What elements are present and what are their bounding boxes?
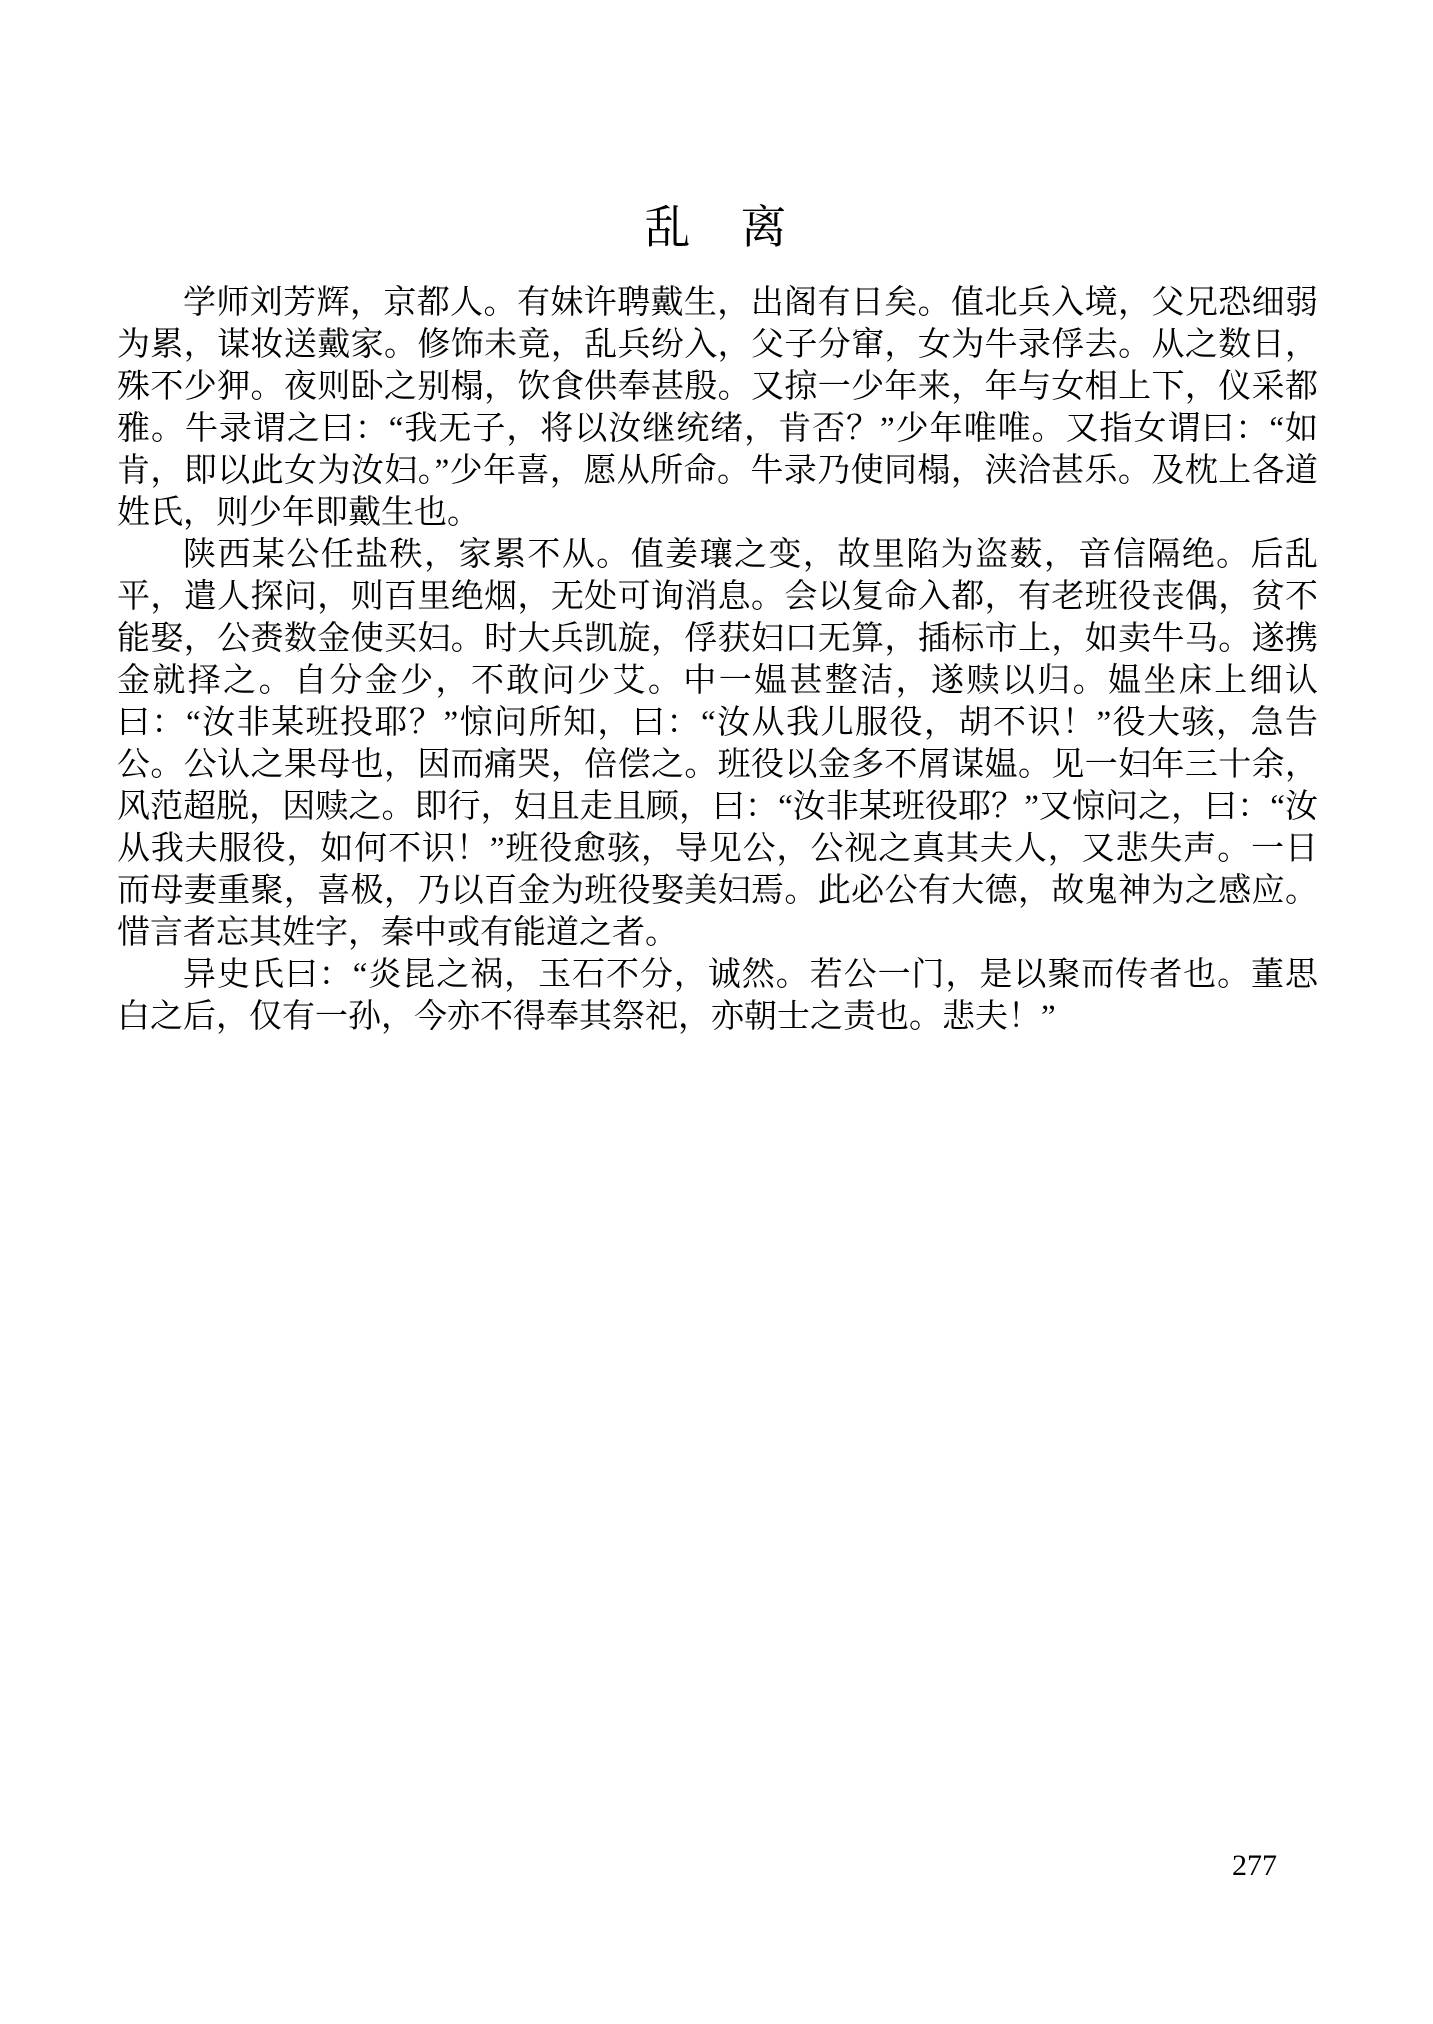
paragraph: 陕西某公任盐秩，家累不从。值姜瓖之变，故里陷为盗薮，音信隔绝。后乱平，遣人探问，则百里绝烟，无处可询消息。会以复命入都，有老班役丧偶，贫不能娶，公赉数金使买妇。时大兵凯旋，俘获妇口无算，插标市上，如卖牛马。遂携金就择之。自分金少，不敢问少艾。中一媪甚整洁，遂赎以归。媪坐床上细认曰：“汝非某班投耶？”惊问所知，曰：“汝从我儿服役，胡不识！”役大骇，急告公。公认之果母也，因而痛哭，倍偿之。班役以金多不屑谋媪。见一妇年三十余，风范超脱，因赎之。即行，妇且走且顾，曰：“汝非某班役耶？”又惊问之，曰：“汝从我夫服役，如何不识！”班役愈骇，导见公，公视之真其夫人，又悲失声。一日而母妻重聚，喜极，乃以百金为班役娶美妇焉。此必公有大德，故鬼神为之感应。惜言者忘其姓字，秦中或有能道之者。: [117, 537, 1318, 951]
story-body: [117, 282, 1318, 1038]
paragraph: 学师刘芳辉，京都人。有妹许聘戴生，出阁有日矣。值北兵入境，父兄恐细弱为累，谋妆送戴家。修饰未竟，乱兵纷入，父子分窜，女为牛录俘去。从之数日，殊不少狎。夜则卧之别榻，饮食供奉甚殷。又掠一少年来，年与女相上下，仪采都雅。牛录谓之曰：“我无子，将以汝继统绪，肯否？”少年唯唯。又指女谓曰：“如肯，即以此女为汝妇。”少年喜，愿从所命。牛录乃使同榻，浃洽甚乐。及枕上各道姓氏，则少年即戴生也。: [117, 285, 1318, 531]
page-number: 277: [1232, 1849, 1277, 1882]
page-title: 乱 离: [644, 201, 789, 253]
paragraph: 异史氏曰：“炎昆之祸，玉石不分，诚然。若公一门，是以聚而传者也。董思白之后，仅有一孙，今亦不得奉其祭祀，亦朝士之责也。悲夫！”: [117, 957, 1318, 1035]
